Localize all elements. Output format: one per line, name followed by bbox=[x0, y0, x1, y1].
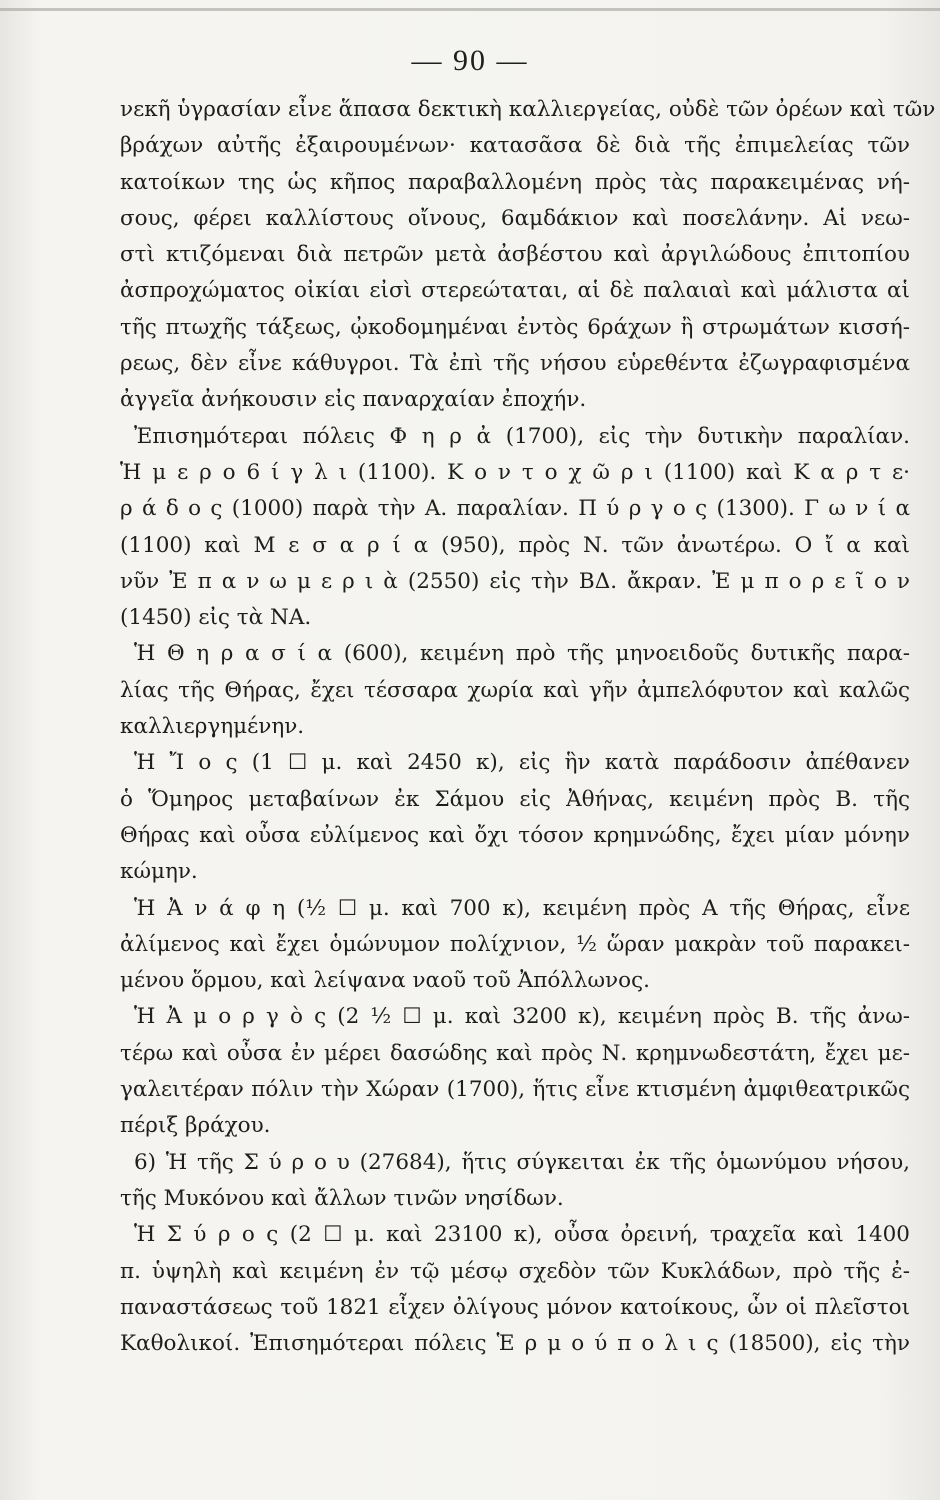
text-line: παναστάσεως τοῦ 1821 εἶχεν ὀλίγους μόνον κατοίκους, ὧν οἱ πλεῖστοι bbox=[120, 1294, 910, 1320]
text-line: νεκῆ ὑγρασίαν εἶνε ἅπασα δεκτικὴ καλλιεργείας, οὐδὲ τῶν ὀρέων καὶ τῶν bbox=[120, 97, 936, 122]
text-line: βράχων αὐτῆς ἐξαιρουμένων· κατασᾶσα δὲ διὰ τῆς ἐπιμελείας τῶν bbox=[120, 133, 910, 159]
text-line: Καθολικοί. Ἐπισημότεραι πόλεις Ἑ ρ μ ο ύ π ο λ ι ς (18500), εἰς τὴν bbox=[120, 1331, 910, 1357]
text-line: (1450) εἰς τὰ ΝΑ. bbox=[120, 605, 312, 631]
text-line: καλλιεργημένην. bbox=[120, 714, 305, 740]
text-line: Ἡ Θ η ρ α σ ί α (600), κειμένη πρὸ τῆς μηνοειδοῦς δυτικῆς παρα- bbox=[134, 641, 910, 667]
text-line: τέρω καὶ οὖσα ἐν μέρει δασώδης καὶ πρὸς Ν. κρημνωδεστάτη, ἔχει με- bbox=[120, 1040, 910, 1066]
page-top-edge bbox=[0, 8, 940, 11]
text-line: Ἡ μ ε ρ ο 6 ί γ λ ι (1100). Κ ο ν τ ο χ ῶ ρ ι (1100) καὶ Κ α ρ τ ε· bbox=[120, 459, 910, 485]
text-line: πέριξ βράχου. bbox=[120, 1113, 271, 1139]
text-line: Ἡ Ἀ ν ά φ η (½ ☐ μ. καὶ 700 κ), κειμένη πρὸς Α τῆς Θήρας, εἶνε bbox=[134, 895, 910, 921]
text-line: Θήρας καὶ οὖσα εὐλίμενος καὶ ὄχι τόσον κρημνώδης, ἔχει μίαν μόνην bbox=[120, 822, 910, 848]
text-line: 6) Ἡ τῆς Σ ύ ρ ο υ (27684), ἥτις σύγκειται ἐκ τῆς ὁμωνύμου νήσου, bbox=[134, 1149, 910, 1175]
text-line: κώμην. bbox=[120, 859, 198, 885]
text-line: π. ὑψηλὴ καὶ κειμένη ἐν τῷ μέσῳ σχεδὸν τῶν Κυκλάδων, πρὸ τῆς ἐ- bbox=[120, 1258, 910, 1284]
text-line: ρεως, δὲν εἶνε κάθυγροι. Τὰ ἐπὶ τῆς νήσου εὑρεθέντα ἐζωγραφισμένα bbox=[120, 351, 910, 377]
body-text bbox=[120, 92, 936, 1362]
text-line: ἀσπροχώματος οἰκίαι εἰσὶ στερεώταται, αἱ δὲ παλαιαὶ καὶ μάλιστα αἱ bbox=[120, 278, 910, 304]
text-line: λίας τῆς Θήρας, ἔχει τέσσαρα χωρία καὶ γῆν ἀμπελόφυτον καὶ καλῶς bbox=[120, 677, 910, 703]
text-line: γαλειτέραν πόλιν τὴν Χώραν (1700), ἥτις εἶνε κτισμένη ἀμφιθεατρικῶς bbox=[120, 1077, 910, 1103]
text-line: στὶ κτιζόμεναι διὰ πετρῶν μετὰ ἀσβέστου καὶ ἀργιλώδους ἐπιτοπίου bbox=[120, 242, 910, 268]
text-line: Ἐπισημότεραι πόλεις Φ η ρ ἀ (1700), εἰς τὴν δυτικὴν παραλίαν. bbox=[134, 423, 910, 449]
text-line: κατοίκων της ὡς κῆπος παραβαλλομένη πρὸς τὰς παρακειμένας νή- bbox=[120, 169, 910, 195]
text-line: Ἡ Σ ύ ρ ο ς (2 ☐ μ. καὶ 23100 κ), οὖσα ὀρεινή, τραχεῖα καὶ 1400 bbox=[134, 1222, 910, 1248]
text-line: Ἡ Ἀ μ ο ρ γ ὸ ς (2 ½ ☐ μ. καὶ 3200 κ), κειμένη πρὸς Β. τῆς ἀνω- bbox=[134, 1004, 910, 1030]
text-line: σους, φέρει καλλίστους οἴνους, 6αμδάκιον καὶ ποσελάνην. Αἱ νεω- bbox=[120, 205, 910, 231]
text-line: τῆς πτωχῆς τάξεως, ᾠκοδομημέναι ἐντὸς 6ράχων ἢ στρωμάτων κισσή- bbox=[120, 314, 910, 340]
text-line: νῦν Ἐ π α ν ω μ ε ρ ι ὰ (2550) εἰς τὴν ΒΔ. ἄκραν. Ἐ μ π ο ρ ε ῖ ο ν bbox=[120, 568, 910, 594]
text-line: (1100) καὶ Μ ε σ α ρ ί α (950), πρὸς Ν. τῶν ἀνωτέρω. Ο ἴ α καὶ bbox=[120, 532, 910, 558]
text-line: ἀλίμενος καὶ ἔχει ὁμώνυμον πολίχνιον, ½ ὥραν μακρὰν τοῦ παρακει- bbox=[120, 931, 910, 957]
text-line: τῆς Μυκόνου καὶ ἄλλων τινῶν νησίδων. bbox=[120, 1185, 564, 1211]
text-line: ἀγγεῖα ἀνήκουσιν εἰς παναρχαίαν ἐποχήν. bbox=[120, 387, 587, 413]
text-line: ὁ Ὅμηρος μεταβαίνων ἐκ Σάμου εἰς Ἀθήνας, κειμένη πρὸς Β. τῆς bbox=[120, 786, 910, 812]
text-line: Ἡ Ἴ ο ς (1 ☐ μ. καὶ 2450 κ), εἰς ἣν κατὰ παράδοσιν ἀπέθανεν bbox=[134, 750, 910, 776]
page-number: — 90 — bbox=[411, 44, 529, 77]
text-line: μένου ὅρμου, καὶ λείψανα ναοῦ τοῦ Ἀπόλλωνος. bbox=[120, 968, 650, 994]
text-line: ρ ά δ ο ς (1000) παρὰ τὴν Α. παραλίαν. Π ύ ρ γ ο ς (1300). Γ ω ν ί α bbox=[120, 496, 910, 522]
